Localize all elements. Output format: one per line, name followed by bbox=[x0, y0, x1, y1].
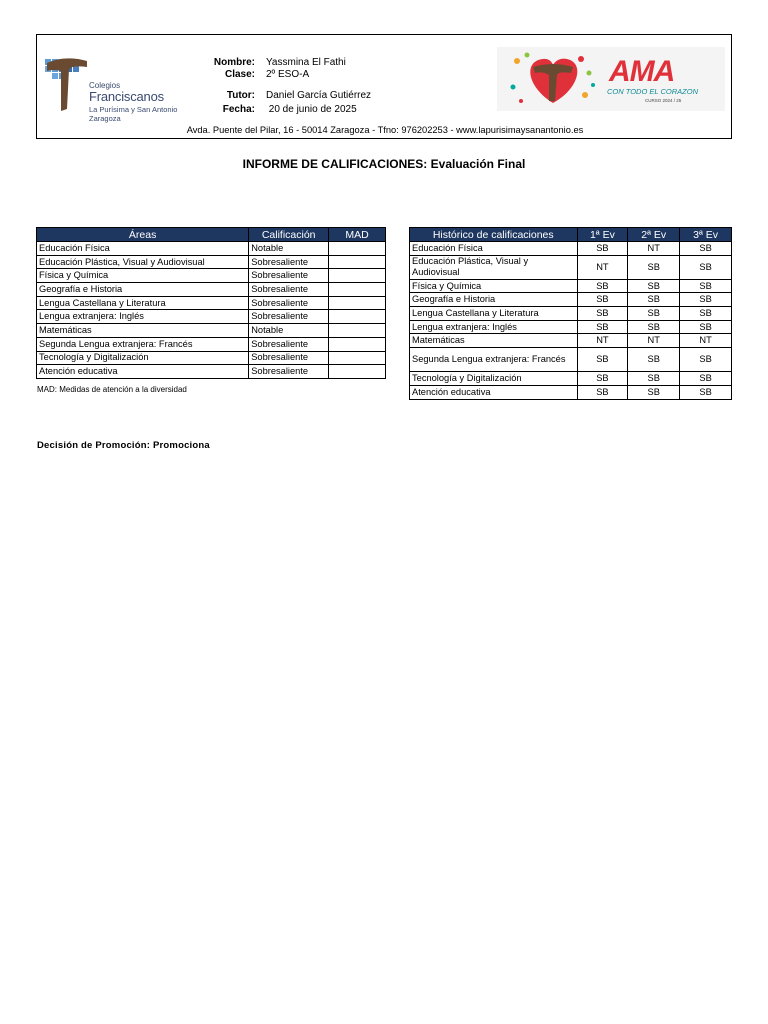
ev3-cell: SB bbox=[680, 348, 732, 372]
ev3-cell: SB bbox=[680, 372, 732, 386]
area-cell: Matemáticas bbox=[37, 324, 249, 338]
area-cell: Tecnología y Digitalización bbox=[410, 372, 578, 386]
area-cell: Física y Química bbox=[410, 279, 578, 293]
ev3-cell: SB bbox=[680, 385, 732, 399]
logo-line4: Zaragoza bbox=[89, 114, 121, 123]
ama-course: CURSO 2024 / 25 bbox=[645, 98, 682, 103]
campaign-logo bbox=[497, 47, 725, 111]
col-header-ev1: 1ª Ev bbox=[577, 228, 628, 242]
area-cell: Tecnología y Digitalización bbox=[37, 351, 249, 365]
ama-tagline: CON TODO EL CORAZON bbox=[607, 87, 698, 96]
area-cell: Física y Química bbox=[37, 269, 249, 283]
area-cell: Segunda Lengua extranjera: Francés bbox=[410, 348, 578, 372]
ama-word: AMA bbox=[609, 55, 675, 88]
ev1-cell: SB bbox=[577, 307, 628, 321]
table-row bbox=[410, 372, 732, 386]
area-cell: Lengua Castellana y Literatura bbox=[410, 307, 578, 321]
ev1-cell: SB bbox=[577, 279, 628, 293]
ev2-cell: SB bbox=[628, 385, 680, 399]
history-table bbox=[409, 227, 732, 400]
mad-cell bbox=[329, 337, 386, 351]
table-row bbox=[410, 279, 732, 293]
report-title: INFORME DE CALIFICACIONES: Evaluación Final bbox=[242, 157, 526, 171]
ev3-cell: SB bbox=[680, 293, 732, 307]
ev3-cell: SB bbox=[680, 320, 732, 334]
mad-cell bbox=[329, 255, 386, 269]
school-address: Avda. Puente del Pilar, 16 - 50014 Zaragoza - Tfno: 976202253 - www.lapurisimaysanantonio.es bbox=[186, 125, 584, 135]
mad-cell bbox=[329, 351, 386, 365]
table-row bbox=[410, 348, 732, 372]
mad-cell bbox=[329, 283, 386, 297]
area-cell: Atención educativa bbox=[410, 385, 578, 399]
ev1-cell: SB bbox=[577, 242, 628, 256]
table-row bbox=[37, 310, 386, 324]
grade-cell: Sobresaliente bbox=[249, 255, 329, 269]
mad-cell bbox=[329, 242, 386, 256]
ev1-cell: NT bbox=[577, 255, 628, 279]
col-header-grade: Calificación bbox=[249, 228, 329, 242]
mad-cell bbox=[329, 269, 386, 283]
date-label: Fecha: bbox=[222, 104, 255, 115]
ev3-cell: SB bbox=[680, 242, 732, 256]
table-row bbox=[410, 385, 732, 399]
col-header-mad: MAD bbox=[329, 228, 386, 242]
table-row bbox=[37, 296, 386, 310]
grade-cell: Notable bbox=[249, 324, 329, 338]
area-cell: Lengua extranjera: Inglés bbox=[410, 320, 578, 334]
report-header bbox=[36, 34, 732, 139]
logo-line2: Franciscanos bbox=[89, 89, 164, 104]
col-header-areas: Áreas bbox=[37, 228, 249, 242]
grade-cell: Sobresaliente bbox=[249, 283, 329, 297]
mad-cell bbox=[329, 296, 386, 310]
ev1-cell: SB bbox=[577, 293, 628, 307]
table-row bbox=[37, 337, 386, 351]
school-logo-mark bbox=[43, 55, 89, 113]
table-row bbox=[37, 365, 386, 379]
ev2-cell: SB bbox=[628, 293, 680, 307]
grade-cell: Sobresaliente bbox=[249, 296, 329, 310]
ev2-cell: NT bbox=[628, 242, 680, 256]
ev1-cell: SB bbox=[577, 348, 628, 372]
grade-cell: Sobresaliente bbox=[249, 365, 329, 379]
table-row bbox=[410, 255, 732, 279]
grade-cell: Sobresaliente bbox=[249, 351, 329, 365]
table-row bbox=[37, 324, 386, 338]
grade-cell: Sobresaliente bbox=[249, 269, 329, 283]
area-cell: Lengua extranjera: Inglés bbox=[37, 310, 249, 324]
area-cell: Geografía e Historia bbox=[37, 283, 249, 297]
col-header-history: Histórico de calificaciones bbox=[410, 228, 578, 242]
table-row bbox=[410, 334, 732, 348]
tutor-label: Tutor: bbox=[226, 90, 255, 101]
grades-table bbox=[36, 227, 386, 379]
logo-line3: La Purísima y San Antonio bbox=[89, 105, 178, 114]
ev3-cell: NT bbox=[680, 334, 732, 348]
table-row bbox=[37, 351, 386, 365]
area-cell: Educación Plástica, Visual y Audiovisual bbox=[410, 255, 578, 279]
name-label: Nombre: bbox=[213, 57, 255, 68]
area-cell: Atención educativa bbox=[37, 365, 249, 379]
ev3-cell: SB bbox=[680, 307, 732, 321]
ev3-cell: SB bbox=[680, 255, 732, 279]
class-value: 2º ESO-A bbox=[266, 69, 310, 80]
ev2-cell: SB bbox=[628, 307, 680, 321]
area-cell: Educación Física bbox=[37, 242, 249, 256]
area-cell: Matemáticas bbox=[410, 334, 578, 348]
ev2-cell: NT bbox=[628, 334, 680, 348]
promotion-decision: Decisión de Promoción: Promociona bbox=[37, 440, 210, 451]
grade-cell: Sobresaliente bbox=[249, 337, 329, 351]
table-row bbox=[37, 242, 386, 256]
date-value: 20 de junio de 2025 bbox=[266, 104, 357, 115]
mad-note: MAD: Medidas de atención a la diversidad bbox=[37, 385, 187, 394]
ev2-cell: SB bbox=[628, 320, 680, 334]
mad-cell bbox=[329, 310, 386, 324]
ev1-cell: SB bbox=[577, 385, 628, 399]
school-logo bbox=[43, 55, 193, 127]
area-cell: Geografía e Historia bbox=[410, 293, 578, 307]
table-row bbox=[410, 242, 732, 256]
logo-line1: Colegios bbox=[89, 81, 121, 90]
col-header-ev3: 3ª Ev bbox=[680, 228, 732, 242]
ev1-cell: NT bbox=[577, 334, 628, 348]
col-header-ev2: 2ª Ev bbox=[628, 228, 680, 242]
area-cell: Segunda Lengua extranjera: Francés bbox=[37, 337, 249, 351]
table-row bbox=[410, 293, 732, 307]
grade-cell: Sobresaliente bbox=[249, 310, 329, 324]
grades-header-row bbox=[37, 228, 386, 242]
ev2-cell: SB bbox=[628, 279, 680, 293]
ev3-cell: SB bbox=[680, 279, 732, 293]
table-row bbox=[37, 269, 386, 283]
table-row bbox=[410, 320, 732, 334]
ev2-cell: SB bbox=[628, 372, 680, 386]
name-value: Yassmina El Fathi bbox=[266, 57, 346, 68]
table-row bbox=[37, 255, 386, 269]
mad-cell bbox=[329, 324, 386, 338]
ev1-cell: SB bbox=[577, 320, 628, 334]
ev2-cell: SB bbox=[628, 255, 680, 279]
grade-cell: Notable bbox=[249, 242, 329, 256]
area-cell: Educación Física bbox=[410, 242, 578, 256]
history-header-row bbox=[410, 228, 732, 242]
table-row bbox=[410, 307, 732, 321]
table-row bbox=[37, 283, 386, 297]
class-label: Clase: bbox=[224, 69, 255, 80]
area-cell: Lengua Castellana y Literatura bbox=[37, 296, 249, 310]
area-cell: Educación Plástica, Visual y Audiovisual bbox=[37, 255, 249, 269]
mad-cell bbox=[329, 365, 386, 379]
ev1-cell: SB bbox=[577, 372, 628, 386]
ev2-cell: SB bbox=[628, 348, 680, 372]
tutor-value: Daniel García Gutiérrez bbox=[266, 90, 372, 101]
